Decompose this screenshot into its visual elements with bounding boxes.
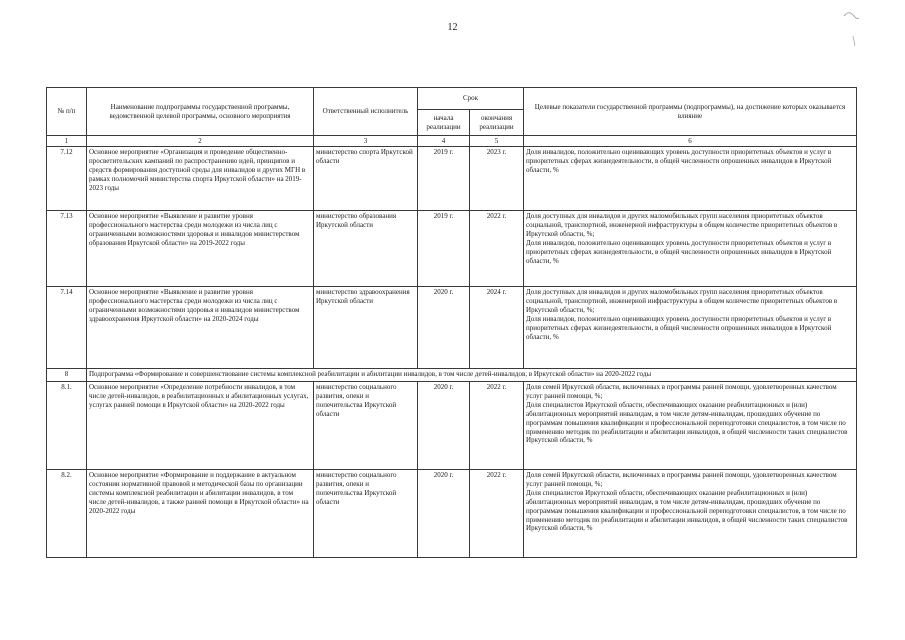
header-start: начала реализации bbox=[418, 110, 470, 136]
table-row bbox=[47, 287, 857, 369]
row-start: 2020 г. bbox=[418, 382, 470, 470]
row-number: 8.1. bbox=[47, 382, 87, 470]
row-end: 2022 г. bbox=[470, 470, 524, 558]
column-number: 4 bbox=[418, 136, 470, 147]
row-end: 2022 г. bbox=[470, 211, 524, 287]
row-executor: министерство социального развития, опеки и попечительства Иркутской области bbox=[314, 470, 418, 558]
row-start: 2019 г. bbox=[418, 211, 470, 287]
row-end: 2022 г. bbox=[470, 382, 524, 470]
row-targets: Доля семей Иркутской области, включенных в программы ранней помощи, удовлетворенных качеством услуг ранней помощи, %; Доля специалистов Иркутской области, обеспечивающих оказание реабилитационных и (или) абилитационных мероприятий инвалидам, в том числе детям-инвалидам, прошедших обучение по программам повышения квалификации и профессиональной переподготовки специалистов, в том числе по применению методик по реабилитации и абилитации инвалидов, в общей численности таких специалистов Иркутской области, % bbox=[524, 470, 857, 558]
column-number: 6 bbox=[524, 136, 857, 147]
header-num: № п/п bbox=[47, 88, 87, 136]
row-executor: министерство здравоохранения Иркутской области bbox=[314, 287, 418, 369]
section-number: 8 bbox=[47, 369, 87, 382]
row-targets: Доля доступных для инвалидов и других маломобильных групп населения приоритетных объектов социальной, транспортной, инженерной инфраструктуры в общем количестве приоритетных объектов в Иркутской области, %; Доля инвалидов, положительно оценивающих уровень доступности приоритетных объектов и услуг в приоритетных сферах жизнедеятельности, в общей численности опрошенных инвалидов в Иркутской области, % bbox=[524, 287, 857, 369]
row-start: 2020 г. bbox=[418, 287, 470, 369]
row-end: 2024 г. bbox=[470, 287, 524, 369]
header-term: Срок bbox=[418, 88, 524, 110]
section-row bbox=[47, 369, 857, 382]
column-number: 2 bbox=[87, 136, 314, 147]
table-row bbox=[47, 147, 857, 211]
program-table bbox=[46, 87, 857, 558]
header-end: окончания реализации bbox=[470, 110, 524, 136]
table-row bbox=[47, 211, 857, 287]
row-executor: министерство образования Иркутской области bbox=[314, 211, 418, 287]
row-name: Основное мероприятие «Формирование и поддержание в актуальном состоянии нормативной правовой и методической базы по организации системы комплексной реабилитации и абилитации инвалидов, в том числе детей-инвалидов, а также ранней помощи в Иркутской области» на 2020-2022 годы bbox=[87, 470, 314, 558]
row-executor: министерство спорта Иркутской области bbox=[314, 147, 418, 211]
row-number: 7.13 bbox=[47, 211, 87, 287]
header-name: Наименование подпрограммы государственной программы, ведомственной целевой программы, основного мероприятия bbox=[87, 88, 314, 136]
table-row bbox=[47, 470, 857, 558]
row-targets: Доля доступных для инвалидов и других маломобильных групп населения приоритетных объектов социальной, транспортной, инженерной инфраструктуры в общем количестве приоритетных объектов в Иркутской области, %; Доля инвалидов, положительно оценивающих уровень доступности приоритетных объектов и услуг в приоритетных сферах жизнедеятельности, в общей численности опрошенных инвалидов в Иркутской области, % bbox=[524, 211, 857, 287]
row-executor: министерство социального развития, опеки и попечительства Иркутской области bbox=[314, 382, 418, 470]
column-number: 5 bbox=[470, 136, 524, 147]
column-number-row bbox=[47, 136, 857, 147]
page-number: 12 bbox=[447, 22, 458, 33]
row-start: 2020 г. bbox=[418, 470, 470, 558]
row-number: 7.12 bbox=[47, 147, 87, 211]
column-number: 1 bbox=[47, 136, 87, 147]
row-name: Основное мероприятие «Выявление и развитие уровня профессионального мастерства среди молодежи из числа лиц с ограниченными возможностями здоровья и инвалидов министерством здравоохранения Иркутской области» на 2020-2024 годы bbox=[87, 287, 314, 369]
handwritten-mark bbox=[841, 6, 861, 48]
row-targets: Доля инвалидов, положительно оценивающих уровень доступности приоритетных объектов и услуг в приоритетных сферах жизнедеятельности, в общей численности опрошенных инвалидов в Иркутской области, % bbox=[524, 147, 857, 211]
row-name: Основное мероприятие «Определение потребности инвалидов, в том числе детей-инвалидов, в реабилитационных и абилитационных услугах, услугах ранней помощи в Иркутской области» на 2020-2022 годы bbox=[87, 382, 314, 470]
row-name: Основное мероприятие «Выявление и развитие уровня профессионального мастерства среди молодежи из числа лиц с ограниченными возможностями здоровья и инвалидов министерством образования Иркутской области» на 2019-2022 годы bbox=[87, 211, 314, 287]
row-targets: Доля семей Иркутской области, включенных в программы ранней помощи, удовлетворенных качеством услуг ранней помощи, %; Доля специалистов Иркутской области, обеспечивающих оказание реабилитационных и (или) абилитационных мероприятий инвалидам, в том числе детям-инвалидам, прошедших обучение по программам повышения квалификации и профессиональной переподготовки специалистов, в том числе по применению методик по реабилитации и абилитации инвалидов, в общей численности таких специалистов Иркутской области, % bbox=[524, 382, 857, 470]
header-executor: Ответственный исполнитель bbox=[314, 88, 418, 136]
table-row bbox=[47, 382, 857, 470]
row-end: 2023 г. bbox=[470, 147, 524, 211]
row-number: 8.2. bbox=[47, 470, 87, 558]
header-targets: Целевые показатели государственной программы (подпрограммы), на достижение которых оказывается влияние bbox=[524, 88, 857, 136]
row-number: 7.14 bbox=[47, 287, 87, 369]
column-number: 3 bbox=[314, 136, 418, 147]
row-start: 2019 г. bbox=[418, 147, 470, 211]
section-title: Подпрограмма «Формирование и совершенствование системы комплексной реабилитации и абилитации инвалидов, в том числе детей-инвалидов, в Иркутской области» на 2020-2022 годы bbox=[87, 369, 857, 382]
row-name: Основное мероприятие «Организация и проведение общественно-просветительских кампаний по распространению идей, принципов и средств формирования доступной среды для инвалидов и других МГН в рамках полномочий министерства спорта Иркутской области» на 2019-2023 годы bbox=[87, 147, 314, 211]
